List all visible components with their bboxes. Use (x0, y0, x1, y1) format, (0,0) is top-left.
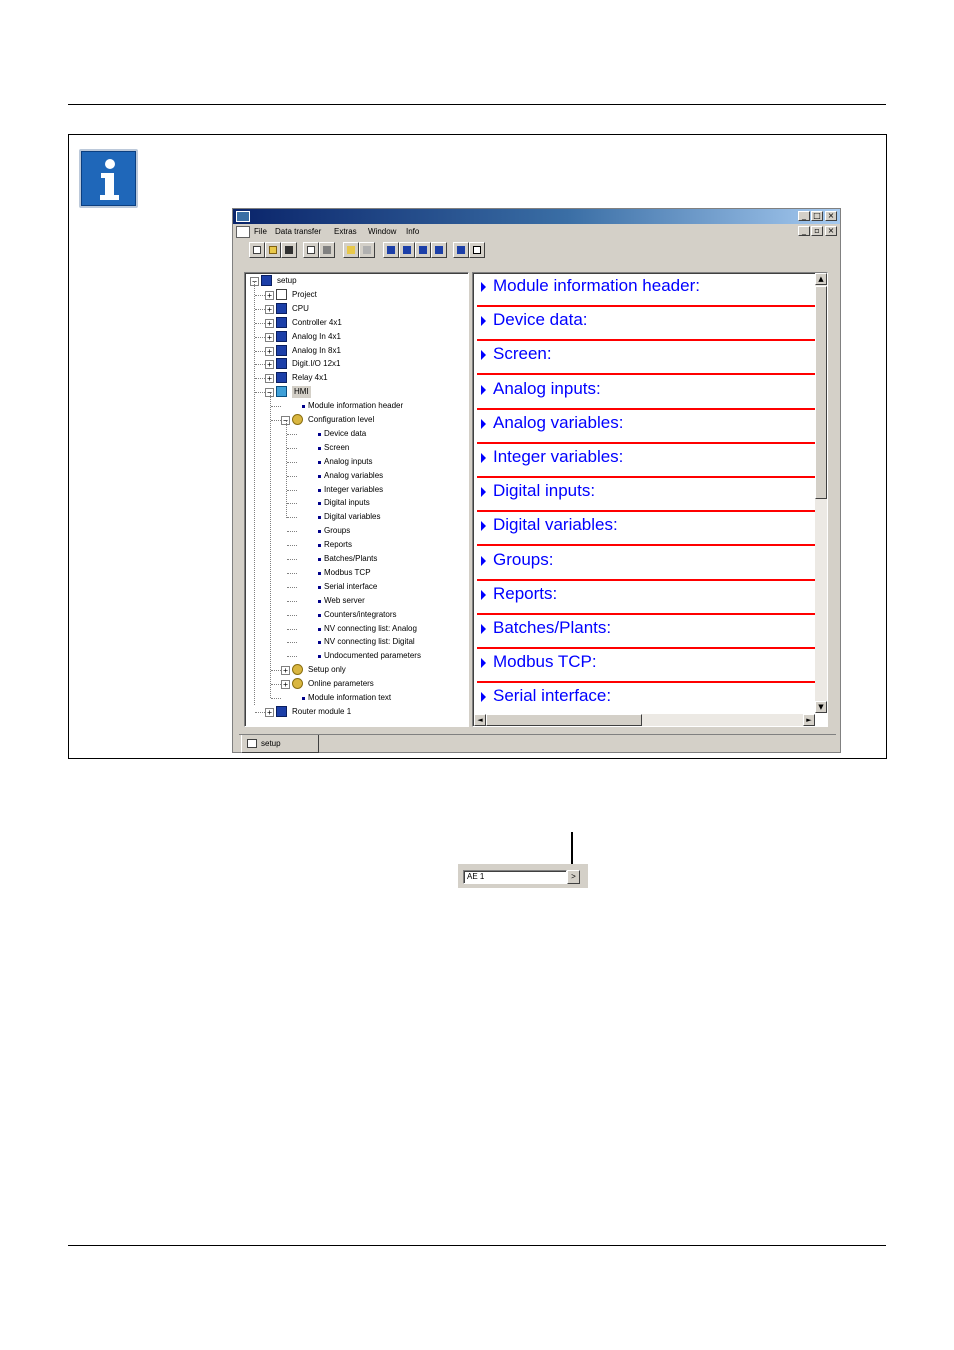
header-rule (68, 104, 886, 105)
scroll-down-button[interactable]: ▼ (815, 701, 827, 713)
tree-connector (287, 490, 297, 491)
tree-connector (255, 378, 265, 379)
tree-item-label: NV connecting list: Digital (324, 637, 415, 647)
expand-icon[interactable]: + (281, 680, 290, 689)
tree-view[interactable] (244, 272, 469, 727)
router-icon (276, 706, 287, 717)
tree-item-label: Modbus TCP (324, 567, 371, 577)
tree-connector (287, 615, 297, 616)
app-icon (236, 211, 250, 222)
expand-arrow-icon[interactable] (481, 453, 486, 463)
expand-arrow-icon[interactable] (481, 624, 486, 634)
expand-icon[interactable]: + (265, 319, 274, 328)
vertical-scrollbar[interactable] (815, 273, 827, 713)
expand-arrow-icon[interactable] (481, 385, 486, 395)
bullet-icon (318, 628, 321, 631)
analog-in-icon (276, 345, 287, 356)
bullet-icon (302, 405, 305, 408)
document-menu-icon[interactable] (236, 226, 250, 238)
horizontal-scroll-thumb[interactable] (486, 714, 642, 726)
tree-item-label: setup (277, 276, 297, 285)
tree-item[interactable] (308, 636, 465, 648)
tree-item[interactable] (276, 372, 465, 384)
tree-connector (287, 559, 297, 560)
section-title: Analog variables: (493, 412, 624, 432)
project-icon (276, 289, 287, 300)
doc-minimize-button[interactable]: _ (798, 226, 810, 236)
menu-window[interactable]: Window (368, 227, 397, 236)
tile-icon[interactable] (469, 242, 485, 258)
tree-connector (287, 545, 297, 546)
section-title: Reports: (493, 583, 558, 603)
expand-arrow-icon[interactable] (481, 521, 486, 531)
tree-item-label: Screen (324, 442, 350, 452)
tree-item-label: Integer variables (324, 484, 384, 494)
tree-guide (270, 393, 271, 698)
minimize-button[interactable]: _ (798, 211, 810, 221)
menu-extras[interactable]: Extras (334, 227, 357, 236)
expand-arrow-icon[interactable] (481, 590, 486, 600)
tree-connector (287, 642, 297, 643)
tree-item[interactable] (276, 289, 465, 301)
tree-item[interactable] (308, 456, 465, 468)
gear-icon (292, 414, 303, 425)
tree-item[interactable] (308, 567, 465, 579)
tab-setup[interactable] (241, 735, 319, 753)
tree-connector (287, 573, 297, 574)
document-icon (247, 739, 257, 748)
vertical-scroll-thumb[interactable] (815, 286, 827, 499)
app-window (232, 208, 841, 753)
content-section[interactable] (477, 615, 815, 649)
ae-value-field[interactable]: AE 1 (463, 870, 567, 884)
tree-item-label: Analog In 8x1 (292, 345, 341, 355)
content-section[interactable] (477, 649, 815, 683)
tree-item[interactable] (308, 595, 465, 607)
download-icon[interactable] (399, 242, 415, 258)
tree-item-label: Reports (324, 540, 353, 550)
new-icon[interactable] (249, 242, 265, 258)
bullet-icon (318, 433, 321, 436)
section-title: Digital inputs: (493, 481, 596, 501)
tree-item-label: Batches/Plants (324, 554, 378, 563)
tree-item-label: Device data (324, 428, 367, 438)
tree-item-label: Analog variables (324, 470, 384, 480)
info-glyph-icon (81, 151, 136, 206)
bullet-icon (302, 697, 305, 700)
tree-guide (254, 281, 255, 705)
device-root-icon (261, 275, 272, 286)
tree-item[interactable] (308, 442, 465, 454)
expand-arrow-icon[interactable] (481, 658, 486, 668)
tree-item[interactable] (276, 706, 465, 718)
scroll-left-button[interactable]: ◄ (474, 714, 486, 726)
horizontal-scrollbar[interactable] (474, 714, 815, 726)
bullet-icon (318, 614, 321, 617)
doc-restore-button[interactable]: ▫ (811, 226, 823, 236)
expand-arrow-icon[interactable] (481, 316, 486, 326)
tree-item[interactable] (308, 497, 465, 509)
tree-connector (271, 670, 281, 671)
tree-connector (255, 364, 265, 365)
doc-close-button[interactable]: × (825, 226, 837, 236)
tree-connector (287, 531, 297, 532)
expand-icon[interactable]: + (265, 305, 274, 314)
content-section[interactable] (477, 683, 815, 717)
tree-connector (287, 503, 297, 504)
tree-item-label: Setup only (308, 665, 346, 675)
bullet-icon (318, 655, 321, 658)
open-icon[interactable] (265, 242, 281, 258)
tree-item[interactable] (308, 428, 465, 440)
scroll-up-button[interactable]: ▲ (815, 273, 827, 285)
controller-icon (276, 317, 287, 328)
transfer-icon[interactable] (343, 242, 359, 258)
content-section[interactable] (477, 547, 815, 581)
expand-arrow-icon[interactable] (481, 419, 486, 429)
section-title: Device data: (493, 310, 588, 330)
tab-setup-label: setup (261, 739, 281, 748)
bullet-icon (318, 558, 321, 561)
expand-arrow-icon[interactable] (481, 487, 486, 497)
content-section[interactable] (477, 273, 815, 307)
tree-connector (287, 601, 297, 602)
tree-item[interactable] (276, 386, 465, 398)
status-bar (239, 734, 836, 753)
content-section[interactable] (477, 376, 815, 410)
menu-file[interactable]: File (254, 227, 267, 236)
bullet-icon (318, 502, 321, 505)
bullet-icon (318, 516, 321, 519)
tree-item[interactable] (308, 470, 465, 482)
close-button[interactable]: × (825, 211, 837, 221)
content-view[interactable] (472, 272, 828, 727)
ae-widget (458, 864, 588, 888)
tree-item[interactable] (308, 539, 465, 551)
collapse-icon[interactable]: − (250, 277, 259, 286)
tree-item[interactable] (276, 358, 465, 370)
tree-connector (255, 351, 265, 352)
bullet-icon (318, 641, 321, 644)
tree-connector (255, 712, 265, 713)
tree-item[interactable] (308, 525, 465, 537)
tree-item-label: HMI (294, 387, 309, 397)
bullet-icon (318, 475, 321, 478)
menu-bar (233, 224, 840, 240)
tree-connector (271, 420, 281, 421)
save-icon[interactable] (281, 242, 297, 258)
tree-item-label: Project (292, 289, 317, 299)
tree-item-label: Web server (324, 595, 365, 605)
tree-connector (287, 629, 297, 630)
tree-connector (271, 684, 281, 685)
tree-item-label: Module information header (308, 401, 404, 411)
tree-item-label: CPU (292, 303, 309, 313)
section-title: Analog inputs: (493, 378, 601, 398)
tree-item-label: Digital variables (324, 512, 381, 522)
tree-item-label: Module information text (308, 693, 392, 702)
content-section[interactable] (477, 341, 815, 375)
tree-connector (255, 392, 265, 393)
tree-item-label: Online parameters (308, 679, 374, 689)
tree-item-label: Router module 1 (292, 706, 352, 716)
section-title: Groups: (493, 549, 554, 569)
tree-item-label: Groups (324, 526, 351, 536)
online-icon[interactable] (431, 242, 447, 258)
content-section[interactable] (477, 581, 815, 615)
content-section[interactable] (477, 478, 815, 512)
tree-connector (287, 462, 297, 463)
tree-item[interactable] (276, 317, 465, 329)
expand-icon[interactable]: + (265, 291, 274, 300)
print-preview-icon[interactable] (303, 242, 319, 258)
bullet-icon (318, 530, 321, 533)
content-section[interactable] (477, 512, 815, 546)
tree-item-label: Controller 4x1 (292, 317, 342, 327)
tree-connector (271, 406, 281, 407)
bullet-icon (318, 461, 321, 464)
menu-data-transfer[interactable]: Data transfer (275, 227, 322, 236)
section-title: Modbus TCP: (493, 652, 597, 672)
bullet-icon (318, 447, 321, 450)
upload-icon[interactable] (383, 242, 399, 258)
cascade-icon[interactable] (453, 242, 469, 258)
tree-item[interactable] (261, 275, 465, 287)
section-title: Module information header: (493, 276, 700, 295)
bullet-icon (318, 489, 321, 492)
section-title: Batches/Plants: (493, 618, 612, 637)
tree-item[interactable] (308, 623, 465, 635)
tree-item-label: Relay 4x1 (292, 373, 328, 383)
relay-icon (276, 372, 287, 383)
expand-icon[interactable]: + (265, 374, 274, 383)
tree-connector (271, 698, 281, 699)
tree-connector (287, 448, 297, 449)
collapse-icon[interactable]: − (281, 416, 290, 425)
tree-connector (287, 587, 297, 588)
tree-item-label: Serial interface (324, 581, 378, 591)
collapse-icon[interactable]: − (265, 388, 274, 397)
compare-icon[interactable] (415, 242, 431, 258)
tree-item-label: Digital inputs (324, 498, 370, 508)
section-title: Screen: (493, 344, 552, 364)
tree-item-label: Configuration level (308, 415, 375, 424)
expand-arrow-icon[interactable] (481, 282, 486, 292)
menu-info[interactable]: Info (406, 227, 420, 236)
expand-arrow-icon[interactable] (481, 692, 486, 702)
expand-icon[interactable]: + (265, 360, 274, 369)
tree-connector (287, 656, 297, 657)
expand-icon[interactable]: + (265, 708, 274, 717)
tree-item[interactable] (292, 400, 465, 412)
content-section[interactable] (477, 444, 815, 478)
expand-icon[interactable]: + (265, 333, 274, 342)
tree-item[interactable] (308, 484, 465, 496)
expand-arrow-icon[interactable] (481, 556, 486, 566)
tree-connector (255, 337, 265, 338)
tree-item[interactable] (292, 414, 465, 426)
tree-connector (287, 517, 297, 518)
section-title: Integer variables: (493, 447, 624, 466)
tree-item[interactable] (292, 678, 465, 690)
section-title: Serial interface: (493, 686, 612, 706)
bullet-icon (318, 600, 321, 603)
tree-item[interactable] (292, 664, 465, 676)
ae-select-button[interactable]: > (567, 870, 580, 884)
tree-connector (287, 434, 297, 435)
tree-connector (287, 476, 297, 477)
scroll-right-button[interactable]: ► (803, 714, 815, 726)
tree-item-label: Digit.I/O 12x1 (292, 359, 341, 369)
footer-rule (68, 1245, 886, 1246)
section-title: Digital variables: (493, 515, 618, 535)
tree-item[interactable] (292, 692, 465, 704)
tree-item-label: Analog In 4x1 (292, 331, 341, 341)
tree-item[interactable] (308, 553, 465, 565)
toolbar (239, 240, 509, 262)
cpu-icon (276, 303, 287, 314)
expand-icon[interactable]: + (265, 347, 274, 356)
hmi-icon (276, 386, 287, 397)
tree-connector (255, 323, 265, 324)
tree-item[interactable] (276, 331, 465, 343)
gear-icon (292, 678, 303, 689)
tree-item[interactable] (308, 581, 465, 593)
gear-icon (292, 664, 303, 675)
tree-item-label: NV connecting list: Analog (324, 623, 417, 633)
expand-icon[interactable]: + (281, 666, 290, 675)
tree-connector (255, 309, 265, 310)
info-icon (79, 149, 138, 208)
expand-arrow-icon[interactable] (481, 350, 486, 360)
tree-item[interactable] (308, 650, 465, 662)
tree-guide (286, 421, 287, 518)
tree-item-label: Analog inputs (324, 456, 373, 466)
analog-in-icon (276, 331, 287, 342)
maximize-button[interactable]: □ (811, 211, 823, 221)
content-section[interactable] (477, 410, 815, 444)
tree-item[interactable] (308, 511, 465, 523)
title-bar (233, 209, 840, 224)
tree-item[interactable] (276, 303, 465, 315)
transfer-disabled-icon[interactable] (359, 242, 375, 258)
bullet-icon (318, 544, 321, 547)
print-icon[interactable] (319, 242, 335, 258)
tree-connector (255, 295, 265, 296)
tree-item-label: Counters/integrators (324, 609, 397, 619)
digital-io-icon (276, 358, 287, 369)
tree-item[interactable] (276, 345, 465, 357)
content-section[interactable] (477, 307, 815, 341)
tree-item[interactable] (308, 609, 465, 621)
tree-item-label: Undocumented parameters (324, 651, 421, 661)
bullet-icon (318, 586, 321, 589)
bullet-icon (318, 572, 321, 575)
